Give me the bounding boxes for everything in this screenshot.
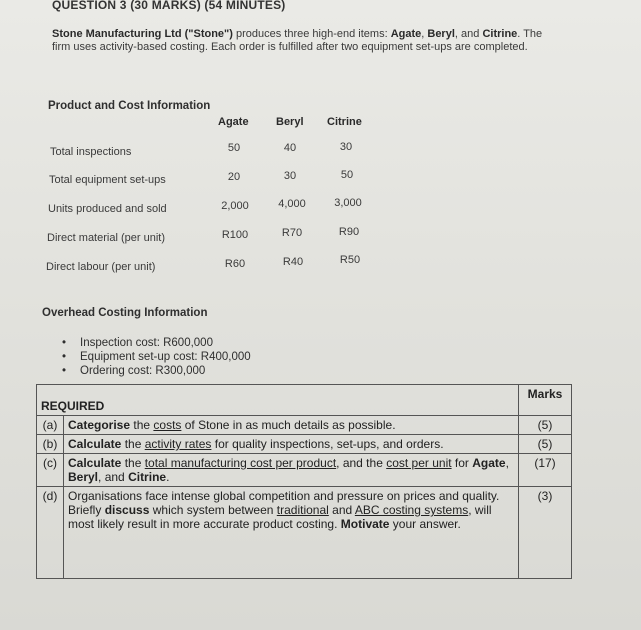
row-label: Direct material (per unit): [47, 232, 165, 244]
part-text: [64, 435, 519, 454]
col-header-agate: Agate: [218, 116, 249, 128]
required-table: [36, 384, 572, 579]
underlined-term: activity rates: [144, 437, 212, 451]
underlined-term: ABC costing systems: [354, 503, 469, 517]
marks-heading: Marks: [519, 385, 572, 416]
overhead-item: • Inspection cost: R600,000: [62, 336, 251, 350]
table-cell: 30: [283, 170, 297, 182]
required-part-c: [37, 454, 572, 487]
part-label: (d): [37, 487, 64, 579]
underlined-term: total manufacturing cost per product: [144, 456, 337, 470]
text: which system between: [149, 503, 277, 517]
row-label: Direct labour (per unit): [46, 261, 156, 273]
overhead-item: • Equipment set-up cost: R400,000: [62, 350, 251, 364]
table-cell: R40: [282, 256, 304, 268]
text: and: [328, 503, 355, 517]
bold-term: Agate: [472, 456, 506, 470]
overhead-item: • Ordering cost: R300,000: [62, 364, 251, 378]
row-label: Units produced and sold: [48, 203, 167, 215]
intro-sep: ,: [421, 28, 428, 40]
part-label: (a): [37, 416, 64, 435]
required-part-a: [37, 416, 572, 435]
table-cell: 50: [227, 142, 241, 154]
bold-term: Motivate: [340, 517, 390, 531]
col-header-beryl: Beryl: [276, 116, 304, 128]
part-marks: (5): [519, 435, 572, 454]
text: of Stone in as much details as possible.: [181, 418, 396, 432]
underlined-term: traditional: [276, 503, 329, 517]
table-cell: 30: [339, 141, 353, 153]
intro-text: produces three high-end items:: [232, 28, 391, 40]
text: for quality inspections, set-ups, and orders.: [211, 437, 444, 451]
instruction-verb: Calculate: [68, 437, 122, 451]
part-marks: (17): [519, 454, 572, 487]
table-cell: 3,000: [334, 197, 362, 209]
table-cell: 2,000: [221, 200, 249, 212]
table-cell: R70: [281, 227, 303, 239]
overhead-list: [62, 336, 251, 378]
part-label: (b): [37, 435, 64, 454]
table-cell: R100: [221, 229, 249, 241]
part-label: (c): [37, 454, 64, 487]
underlined-term: costs: [153, 418, 182, 432]
intro-sep: , and: [454, 28, 483, 40]
instruction-verb: Categorise: [68, 418, 131, 432]
table-cell: R50: [339, 254, 361, 266]
text: the: [121, 456, 145, 470]
bold-term: Citrine: [128, 470, 167, 484]
text: , will most likely result in more accurate product costing.: [68, 503, 492, 531]
table-cell: 20: [227, 171, 241, 183]
part-text: [64, 487, 519, 579]
text: ,: [505, 456, 509, 470]
part-text: [64, 454, 519, 487]
intro-paragraph: [52, 28, 552, 54]
company-name: Stone Manufacturing Ltd ("Stone"): [52, 28, 233, 40]
table-cell: 50: [340, 169, 354, 181]
text: Organisations face intense global competition and pressure on prices and quality. Briefly: [68, 489, 500, 517]
text: the: [121, 437, 145, 451]
text: , and the: [336, 456, 387, 470]
part-text: [64, 416, 519, 435]
intro-text: . The firm uses activity-based costing. Each order is fulfilled after two equipment set-ups are completed.: [52, 28, 543, 53]
product-info-heading: Product and Cost Information: [48, 100, 211, 112]
instruction-verb: Calculate: [68, 456, 122, 470]
required-header-row: [37, 385, 572, 416]
item-beryl: Beryl: [427, 28, 455, 40]
required-part-b: [37, 435, 572, 454]
instruction-verb: discuss: [104, 503, 150, 517]
part-marks: (5): [519, 416, 572, 435]
row-label: Total inspections: [50, 146, 132, 158]
col-header-citrine: Citrine: [327, 116, 362, 128]
text: your answer.: [389, 517, 461, 531]
required-heading: REQUIRED: [37, 385, 519, 416]
text: for: [451, 456, 473, 470]
text: .: [166, 470, 170, 484]
item-citrine: Citrine: [482, 28, 518, 40]
text: the: [130, 418, 154, 432]
table-cell: R60: [224, 258, 246, 270]
required-part-d: [37, 487, 572, 579]
item-agate: Agate: [390, 28, 422, 40]
text: , and: [98, 470, 129, 484]
table-cell: 4,000: [278, 198, 306, 210]
row-label: Total equipment set-ups: [49, 174, 166, 186]
bold-term: Beryl: [68, 470, 99, 484]
underlined-term: cost per unit: [386, 456, 452, 470]
question-title: QUESTION 3 (30 MARKS) (54 MINUTES): [52, 0, 286, 12]
table-cell: R90: [338, 226, 360, 238]
table-cell: 40: [283, 142, 297, 154]
part-marks: (3): [519, 487, 572, 579]
overhead-heading: Overhead Costing Information: [42, 307, 208, 319]
